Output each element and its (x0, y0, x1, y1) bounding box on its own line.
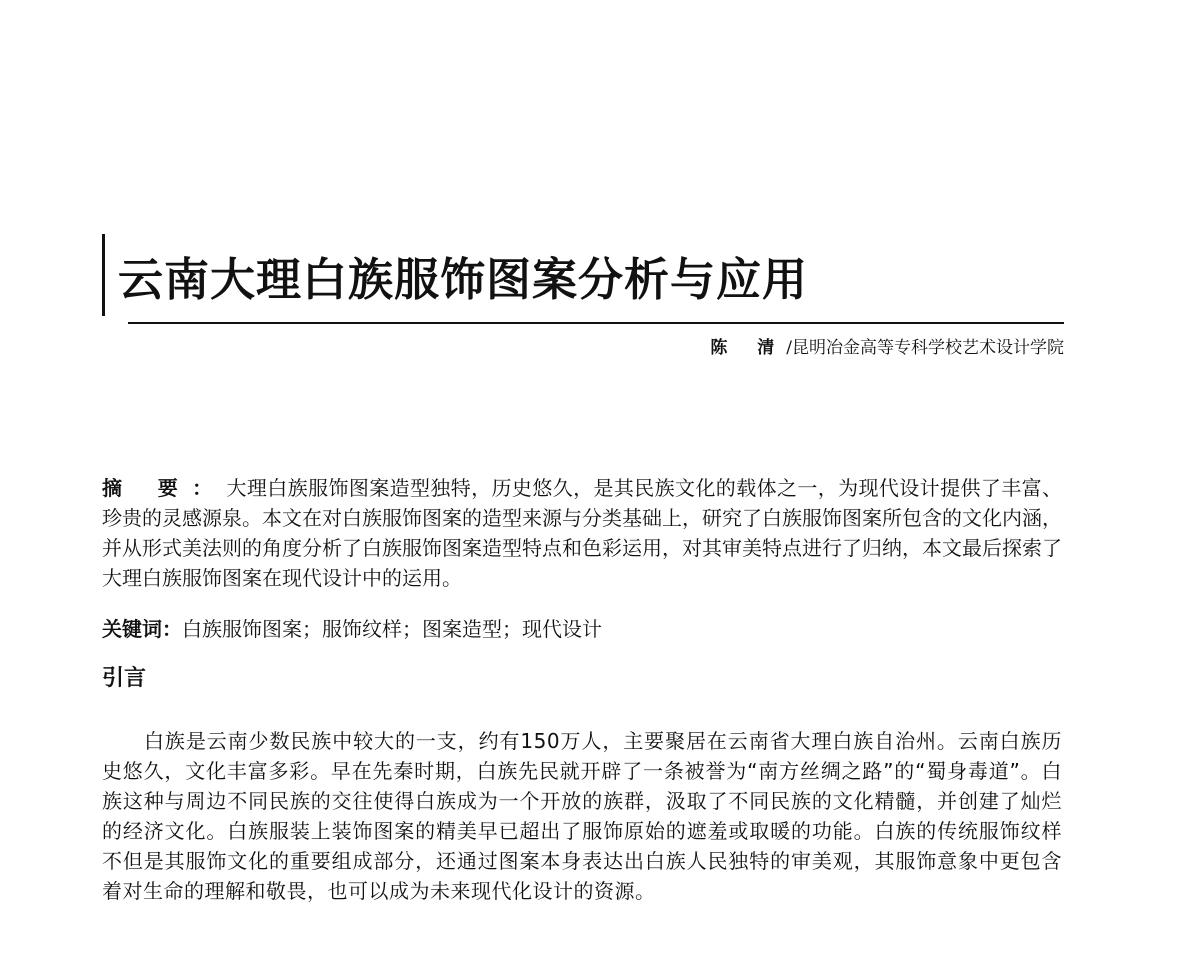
author-line (710, 336, 1064, 360)
article-title: 云南大理白族服饰图案分析与应用 (118, 253, 809, 306)
introduction-paragraph: 白族是云南少数民族中较大的一支，约有150万人，主要聚居在云南省大理白族自治州。云南白族历史悠久，文化丰富多彩。早在先秦时期，白族先民就开辟了一条被誉为“南方丝绸之路”的“蜀身毒道”。白族这种与周边不同民族的交往使得白族成为一个开放的族群，汲取了不同民族的文化精髓，并创建了灿烂的经济文化。白族服装上装饰图案的精美早已超出了服饰原始的遮羞或取暖的功能。白族的传统服饰纹样不但是其服饰文化的重要组成部分，还通过图案本身表达出白族人民独特的审美观，其服饰意象中更包含着对生命的理解和敬畏，也可以成为未来现代化设计的资源。 (102, 729, 1062, 903)
abstract-label: 摘 要： (102, 476, 227, 500)
author-name: 陈 清 (710, 338, 787, 358)
title-accent-bar (102, 234, 105, 316)
abstract-block (102, 473, 1062, 593)
keywords-text: 白族服饰图案；服饰纹样；图案造型；现代设计 (182, 617, 602, 641)
keywords-label: 关键词： (102, 617, 182, 641)
abstract-text: 大理白族服饰图案造型独特，历史悠久，是其民族文化的载体之一，为现代设计提供了丰富、珍贵的灵感源泉。本文在对白族服饰图案的造型来源与分类基础上，研究了白族服饰图案所包含的文化内涵，并从形式美法则的角度分析了白族服饰图案造型特点和色彩运用，对其审美特点进行了归纳，本文最后探索了大理白族服饰图案在现代设计中的运用。 (102, 476, 1062, 590)
keywords-block (102, 614, 1062, 644)
section-heading-introduction: 引言 (102, 666, 147, 691)
title-underline-rule (128, 322, 1064, 324)
author-affiliation: /昆明冶金高等专科学校艺术设计学院 (786, 338, 1064, 358)
